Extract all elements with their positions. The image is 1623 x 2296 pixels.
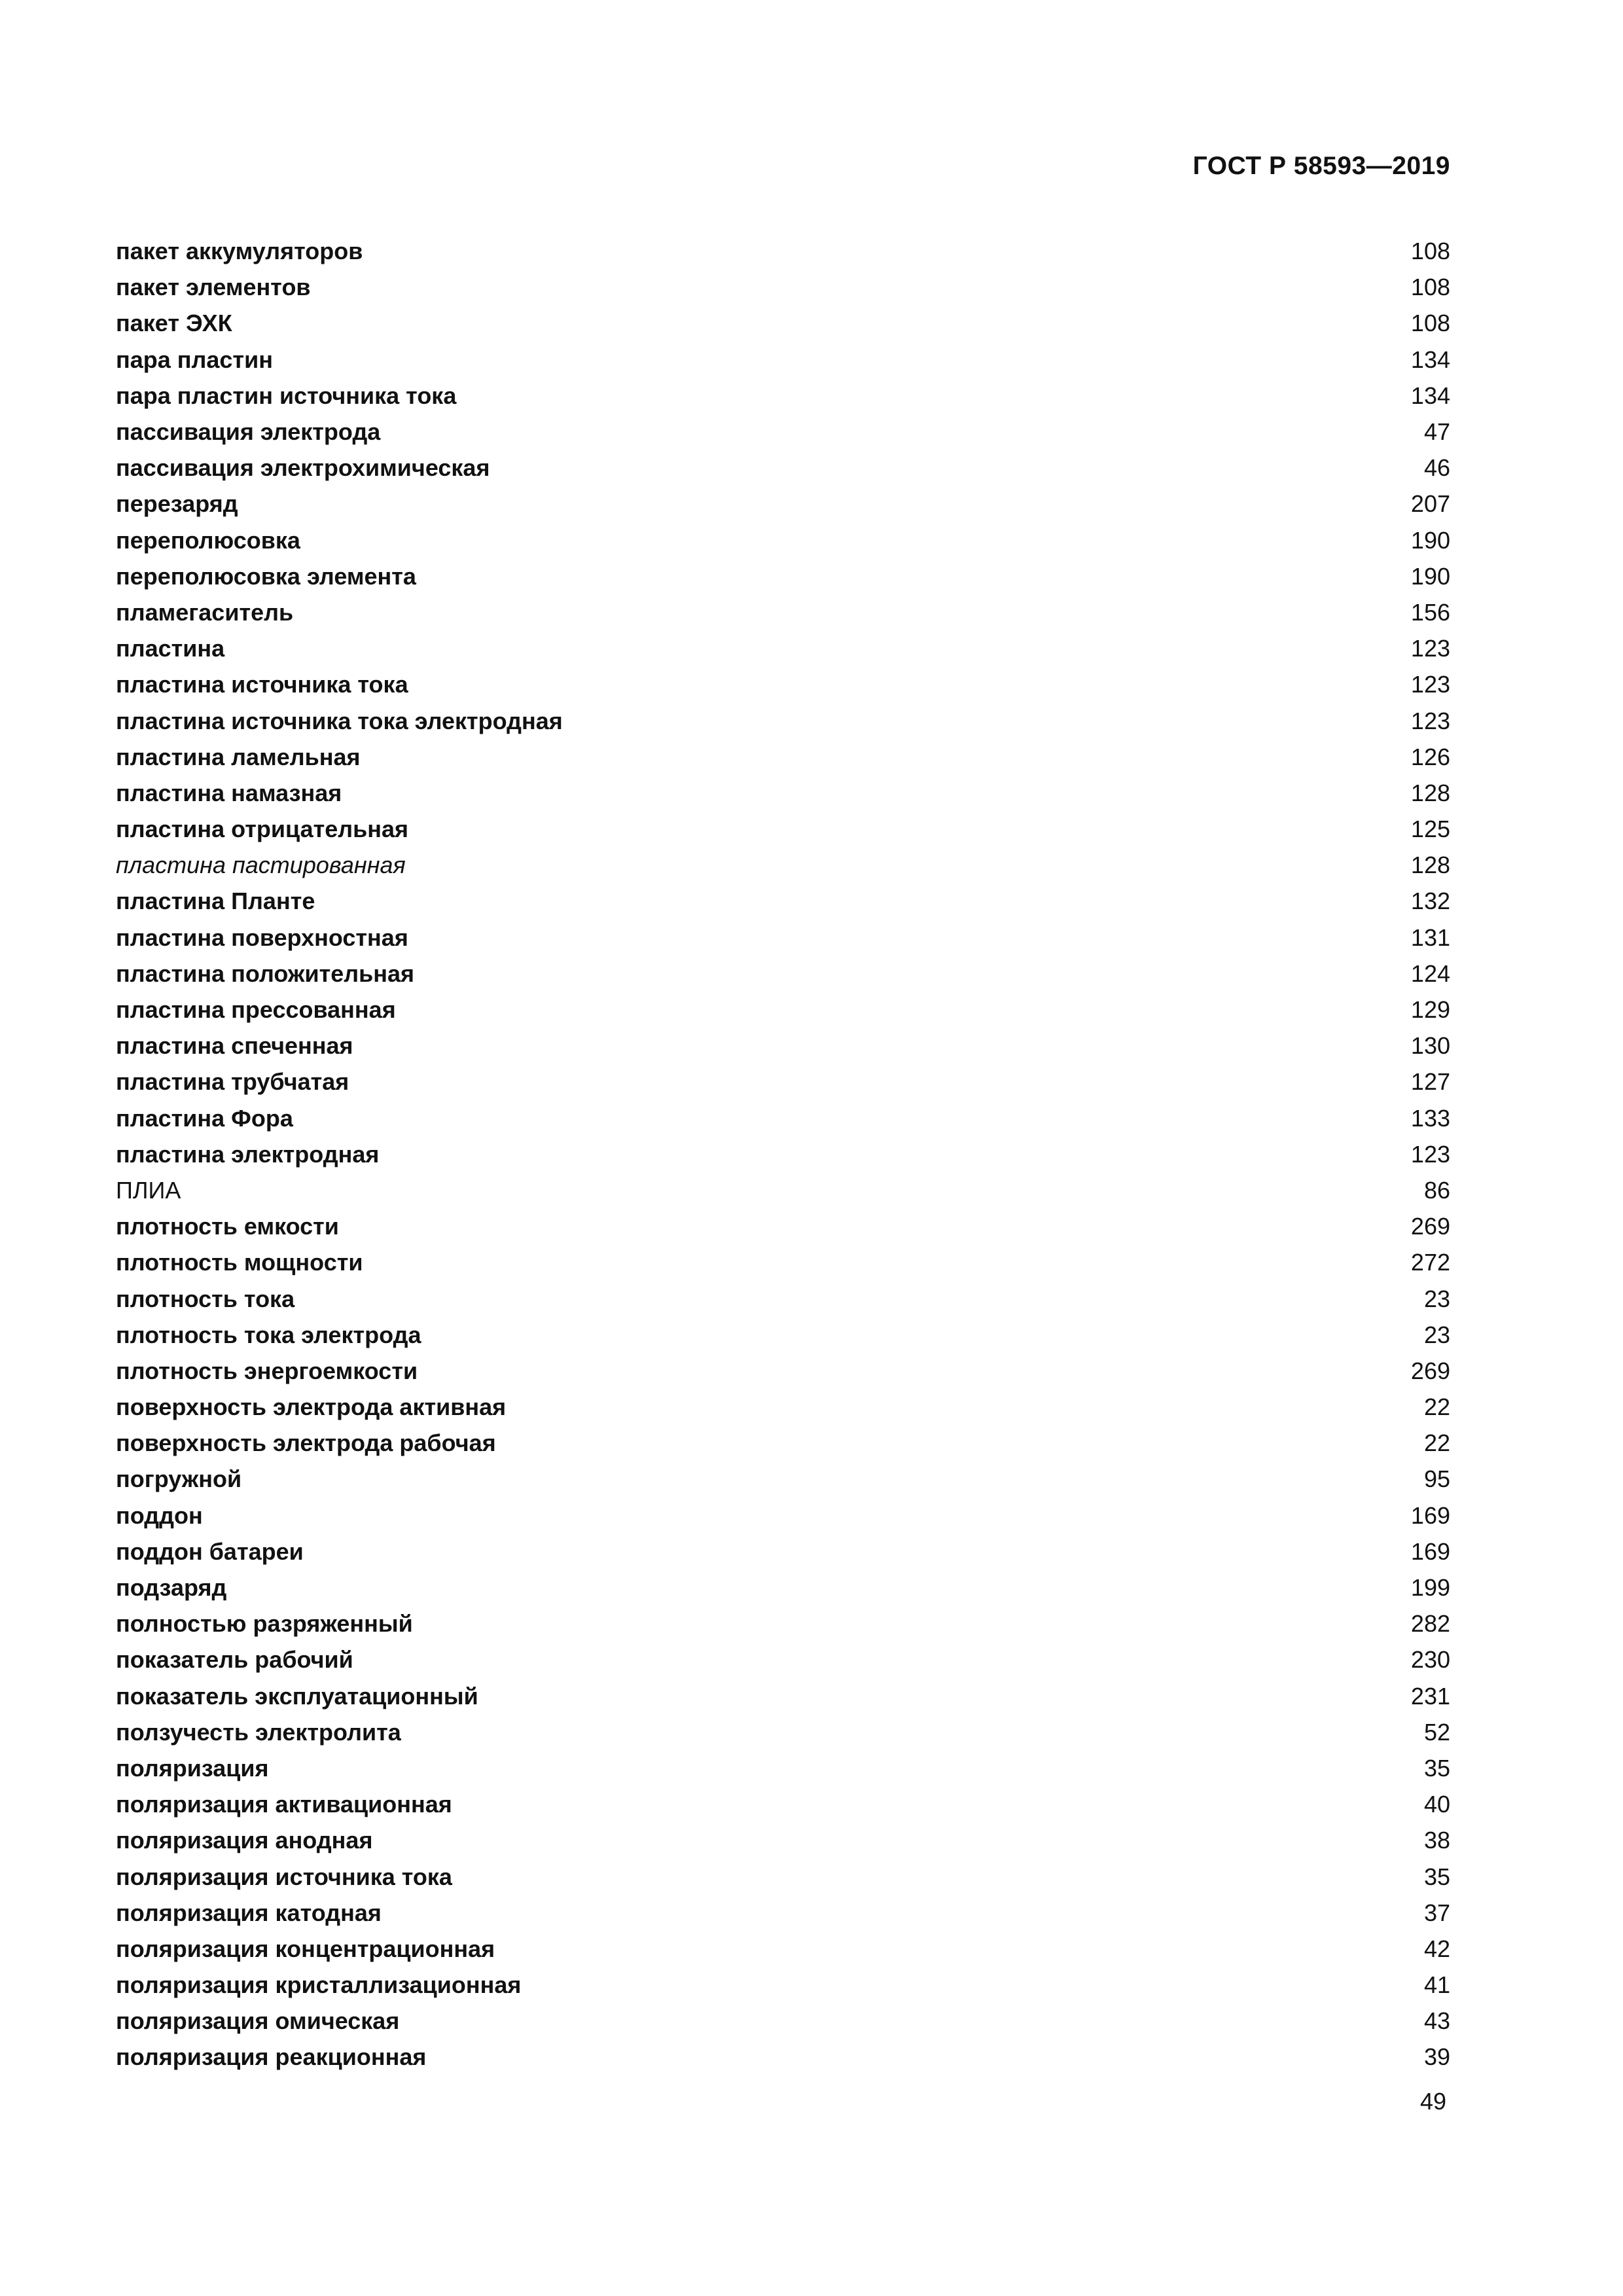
index-entry: [116, 1100, 1450, 1136]
index-term: пластина ламельная: [116, 743, 361, 770]
index-page-ref: 35: [1423, 1754, 1450, 1782]
index-page-ref: 108: [1410, 238, 1450, 265]
index-page-ref: 190: [1410, 526, 1450, 554]
index-page-ref: 123: [1410, 1140, 1450, 1168]
index-page-ref: 128: [1410, 779, 1450, 806]
index-page-ref: 134: [1410, 346, 1450, 373]
index-term: пакет ЭХК: [116, 310, 232, 337]
index-page-ref: 43: [1423, 2007, 1450, 2035]
index-term: пластина отрицательная: [116, 816, 409, 843]
index-entry: [116, 1461, 1450, 1497]
index-entry: [116, 342, 1450, 378]
index-entry: [116, 1172, 1450, 1208]
index-page-ref: 35: [1423, 1863, 1450, 1890]
index-term: поляризация омическая: [116, 2007, 400, 2035]
index-page-ref: 39: [1423, 2043, 1450, 2071]
index-page-ref: 207: [1410, 490, 1450, 518]
index-term: пассивация электрохимическая: [116, 454, 490, 482]
index-page-ref: 130: [1410, 1032, 1450, 1060]
index-entry: [116, 1858, 1450, 1894]
index-entry: [116, 1822, 1450, 1858]
index-page-ref: 52: [1423, 1718, 1450, 1746]
index-page-ref: 108: [1410, 310, 1450, 337]
index-term: пластина спеченная: [116, 1032, 353, 1060]
document-id-header: ГОСТ Р 58593—2019: [1192, 152, 1450, 180]
index-term: ползучесть электролита: [116, 1718, 401, 1746]
index-entry: [116, 1605, 1450, 1641]
index-entry: [116, 1317, 1450, 1353]
index-term: поляризация реакционная: [116, 2043, 427, 2071]
index-page-ref: 38: [1423, 1827, 1450, 1854]
index-entry: [116, 450, 1450, 486]
index-term: пакет элементов: [116, 274, 311, 301]
index-term: плотность тока электрода: [116, 1321, 421, 1348]
index-page-ref: 190: [1410, 562, 1450, 590]
index-entry: [116, 1498, 1450, 1534]
index-entry: [116, 594, 1450, 630]
index-page-ref: 23: [1423, 1285, 1450, 1312]
index-entry: [116, 1244, 1450, 1280]
index-entry: [116, 1064, 1450, 1100]
index-term: поддон: [116, 1501, 203, 1529]
index-page-ref: 22: [1423, 1429, 1450, 1457]
index-term: пластина Фора: [116, 1104, 293, 1132]
index-entry: [116, 2039, 1450, 2075]
index-entry: [116, 956, 1450, 992]
index-term: показатель эксплуатационный: [116, 1682, 478, 1710]
index-entry: [116, 630, 1450, 666]
index-term: подзаряд: [116, 1574, 227, 1602]
index-page-ref: 134: [1410, 382, 1450, 409]
index-term: пластина Планте: [116, 888, 315, 915]
index-entry: [116, 1967, 1450, 2003]
index-entry: [116, 1534, 1450, 1570]
index-term: поляризация катодная: [116, 1899, 382, 1926]
index-page-ref: 86: [1423, 1176, 1450, 1204]
index-entry: [116, 1895, 1450, 1931]
index-page-ref: 282: [1410, 1610, 1450, 1638]
index-entry: [116, 775, 1450, 811]
index-term: плотность емкости: [116, 1213, 339, 1240]
index-term: пластина источника тока: [116, 671, 408, 698]
index-page-ref: 199: [1410, 1574, 1450, 1602]
index-term: пассивация электрода: [116, 418, 381, 446]
index-entry: [116, 378, 1450, 414]
index-entry: [116, 1931, 1450, 1967]
index-page-ref: 23: [1423, 1321, 1450, 1348]
index-entry: [116, 414, 1450, 450]
index-term: пластина положительная: [116, 960, 415, 987]
index-term: пластина намазная: [116, 779, 342, 806]
index-entry: [116, 992, 1450, 1028]
index-page-ref: 127: [1410, 1068, 1450, 1096]
index-entry: [116, 920, 1450, 956]
index-term: поддон батареи: [116, 1537, 304, 1565]
index-entry: [116, 1786, 1450, 1822]
index-page-ref: 169: [1410, 1501, 1450, 1529]
index-entry: [116, 666, 1450, 702]
index-term: ПЛИА: [116, 1176, 181, 1204]
index-page-ref: 22: [1423, 1393, 1450, 1421]
index-entry: [116, 1208, 1450, 1244]
index-term: пластина пастированная: [116, 852, 406, 879]
index-term: пара пластин: [116, 346, 273, 373]
index-page-ref: 124: [1410, 960, 1450, 987]
index-page-ref: 126: [1410, 743, 1450, 770]
index-term: пластина трубчатая: [116, 1068, 349, 1096]
index-page-ref: 41: [1423, 1971, 1450, 1999]
index-page-ref: 108: [1410, 274, 1450, 301]
index-entry: [116, 1136, 1450, 1172]
index-page-ref: 128: [1410, 852, 1450, 879]
index-entry: [116, 1028, 1450, 1064]
index-term: пламегаситель: [116, 598, 294, 626]
index-term: поляризация концентрационная: [116, 1935, 495, 1962]
index-entry: [116, 1280, 1450, 1316]
index-page-ref: 42: [1423, 1935, 1450, 1962]
index-entry: [116, 1714, 1450, 1750]
index-entry: [116, 522, 1450, 558]
index-entry: [116, 1353, 1450, 1389]
index-term: плотность тока: [116, 1285, 295, 1312]
index-page-ref: 123: [1410, 707, 1450, 734]
index-entry: [116, 1425, 1450, 1461]
index-page-ref: 269: [1410, 1357, 1450, 1384]
index-term: показатель рабочий: [116, 1646, 353, 1674]
index-term: поляризация активационная: [116, 1791, 452, 1818]
index-term: плотность энергоемкости: [116, 1357, 418, 1384]
index-term: переполюсовка: [116, 526, 300, 554]
index-page-ref: 269: [1410, 1213, 1450, 1240]
index-term: погружной: [116, 1465, 242, 1493]
index-page-ref: 133: [1410, 1104, 1450, 1132]
index-entry: [116, 1570, 1450, 1605]
index-page-ref: 46: [1423, 454, 1450, 482]
index-term: пластина: [116, 635, 225, 662]
index-term: пластина поверхностная: [116, 924, 408, 951]
index-page-ref: 132: [1410, 888, 1450, 915]
index-entry: [116, 233, 1450, 269]
index-entry: [116, 811, 1450, 847]
index-term: поляризация анодная: [116, 1827, 373, 1854]
index-entry: [116, 558, 1450, 594]
index-page-ref: 169: [1410, 1537, 1450, 1565]
index-page-ref: 156: [1410, 598, 1450, 626]
index-page-ref: 131: [1410, 924, 1450, 951]
index-page-ref: 40: [1423, 1791, 1450, 1818]
index-entry: [116, 486, 1450, 522]
index-entry: [116, 847, 1450, 883]
index-page-ref: 272: [1410, 1249, 1450, 1276]
index-page-ref: 123: [1410, 635, 1450, 662]
index-term: поляризация: [116, 1754, 269, 1782]
index-entry: [116, 1678, 1450, 1714]
index-entry: [116, 1750, 1450, 1786]
index-entry: [116, 739, 1450, 775]
index-entry: [116, 2003, 1450, 2039]
index-term: перезаряд: [116, 490, 238, 518]
index-page-ref: 37: [1423, 1899, 1450, 1926]
index-page-ref: 123: [1410, 671, 1450, 698]
page-number: 49: [1419, 2088, 1446, 2115]
index-entry: [116, 1389, 1450, 1425]
index-entry: [116, 1641, 1450, 1677]
term-index-list: [116, 233, 1450, 2075]
index-entry: [116, 883, 1450, 919]
index-term: пластина источника тока электродная: [116, 707, 563, 734]
index-term: пакет аккумуляторов: [116, 238, 363, 265]
index-page-ref: 231: [1410, 1682, 1450, 1710]
index-term: поверхность электрода активная: [116, 1393, 507, 1421]
index-page-ref: 95: [1423, 1465, 1450, 1493]
index-term: полностью разряженный: [116, 1610, 413, 1638]
index-entry: [116, 269, 1450, 305]
index-term: плотность мощности: [116, 1249, 363, 1276]
index-term: поверхность электрода рабочая: [116, 1429, 496, 1457]
index-entry: [116, 305, 1450, 341]
index-page-ref: 129: [1410, 996, 1450, 1024]
index-term: поляризация источника тока: [116, 1863, 452, 1890]
index-page-ref: 47: [1423, 418, 1450, 446]
index-page-ref: 230: [1410, 1646, 1450, 1674]
index-term: поляризация кристаллизационная: [116, 1971, 522, 1999]
index-entry: [116, 702, 1450, 738]
index-term: пара пластин источника тока: [116, 382, 457, 409]
index-term: переполюсовка элемента: [116, 562, 416, 590]
index-page-ref: 125: [1410, 816, 1450, 843]
index-term: пластина прессованная: [116, 996, 396, 1024]
index-term: пластина электродная: [116, 1140, 380, 1168]
